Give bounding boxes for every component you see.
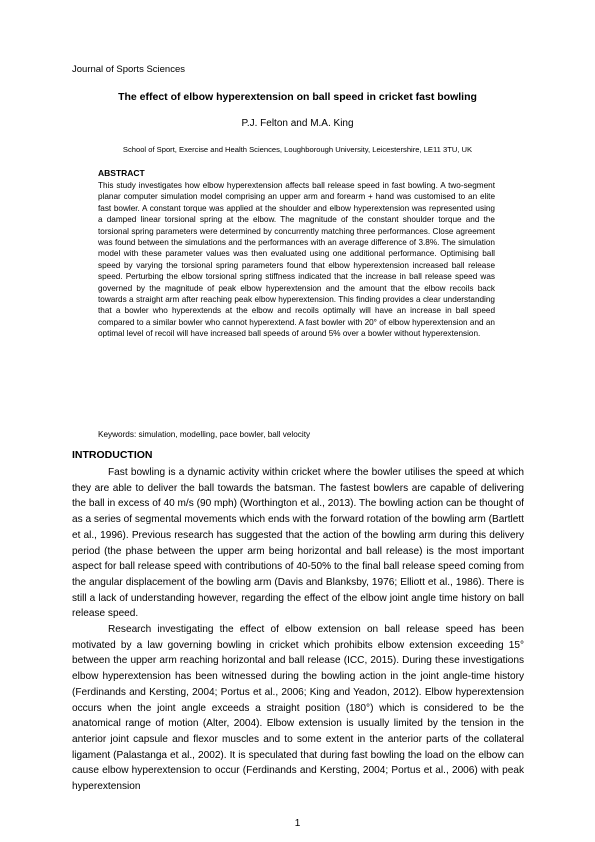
introduction-heading: INTRODUCTION (72, 449, 153, 461)
page-number: 1 (294, 818, 301, 829)
journal-name: Journal of Sports Sciences (72, 64, 186, 75)
paragraph: Research investigating the effect of elbow extension on ball release speed has been motivated by a law governing bowling in cricket which prohibits elbow extension exceeding 15° between the upper arm reaching horizontal and ball release (ICC, 2015). During these investigations elbow hyperextension has been witnessed during the bowling action in the joint angle-time history (Ferdinands and Kersting, 2004; Portus et al., 2006; King and Yeadon, 2012). Elbow hyperextension occurs when the joint angle exceeds a straight position (180°) which is considered to be the anatomical range of motion (Alter, 2004). Elbow extension is usually limited by the tension in the anterior joint capsule and flexor muscles and to some extent in the anterior parts of the collateral ligament (Palastanga et al., 2002). It is speculated that during fast bowling the load on the elbow can cause elbow hyperextension to occur (Ferdinands and Kersting, 2004; Portus et al., 2006) with peak hyperextension (72, 624, 524, 793)
abstract-text: This study investigates how elbow hyperextension affects ball release speed in fast bowling. A two-segment planar computer simulation model comprising an upper arm and forearm + hand was customised to an elite fast bowler. A constant torque was applied at the shoulder and elbow hyperextension was represented using a damped linear torsional spring at the elbow. The magnitude of the constant shoulder torque and the torsional spring parameters were determined by concurrently matching three performances. Close agreement was found between the simulations and the performances with an average difference of 3.8%. The simulation model with these parameter values was then evaluated using one additional performance. Optimising ball speed by varying the torsional spring parameters found that elbow hyperextension increased ball release speed. Perturbing the elbow torsional spring stiffness indicated that the increase in ball release speed was governed by the magnitude of peak elbow hyperextension and the amount that the elbow recoils back towards a straight arm after reaching peak elbow hyperextension. This finding provides a clear understanding that a bowler who hyperextends at the elbow and recoils optimally will have an increase in ball speed compared to a similar bowler who cannot hyperextend. A fast bowler with 20° of elbow hyperextension and an optimal level of recoil will have increased ball speeds of around 5% over a bowler without hyperextension. (98, 181, 495, 339)
authors: P.J. Felton and M.A. King (241, 118, 354, 129)
paper-title: The effect of elbow hyperextension on ball speed in cricket fast bowling (118, 91, 477, 103)
keywords: Keywords: simulation, modelling, pace bowler, ball velocity (98, 430, 311, 439)
affiliation: School of Sport, Exercise and Health Sciences, Loughborough University, Leicestershire, LE11 3TU, UK (122, 145, 473, 154)
introduction-body (72, 465, 524, 795)
paragraph: Fast bowling is a dynamic activity within cricket where the bowler utilises the speed at which they are able to deliver the ball towards the batsman. The fastest bowlers are capable of delivering the ball in excess of 40 m/s (90 mph) (Worthington et al., 2013). The bowling action can be thought of as a series of segmental movements which ends with the forward rotation of the bowling arm (Bartlett et al., 1996). Previous research has suggested that the action of the bowling arm during this delivery period (the phase between the upper arm being horizontal and ball release) is the most important aspect for ball release speed with contributions of 40-50% to the final ball release speed coming from the angular displacement of the bowling arm (Davis and Blanksby, 1976; Elliott et al., 1986). There is still a lack of understanding however, regarding the effect of the elbow joint angle time history on ball release speed. (72, 467, 524, 620)
abstract-heading: ABSTRACT (98, 168, 145, 178)
